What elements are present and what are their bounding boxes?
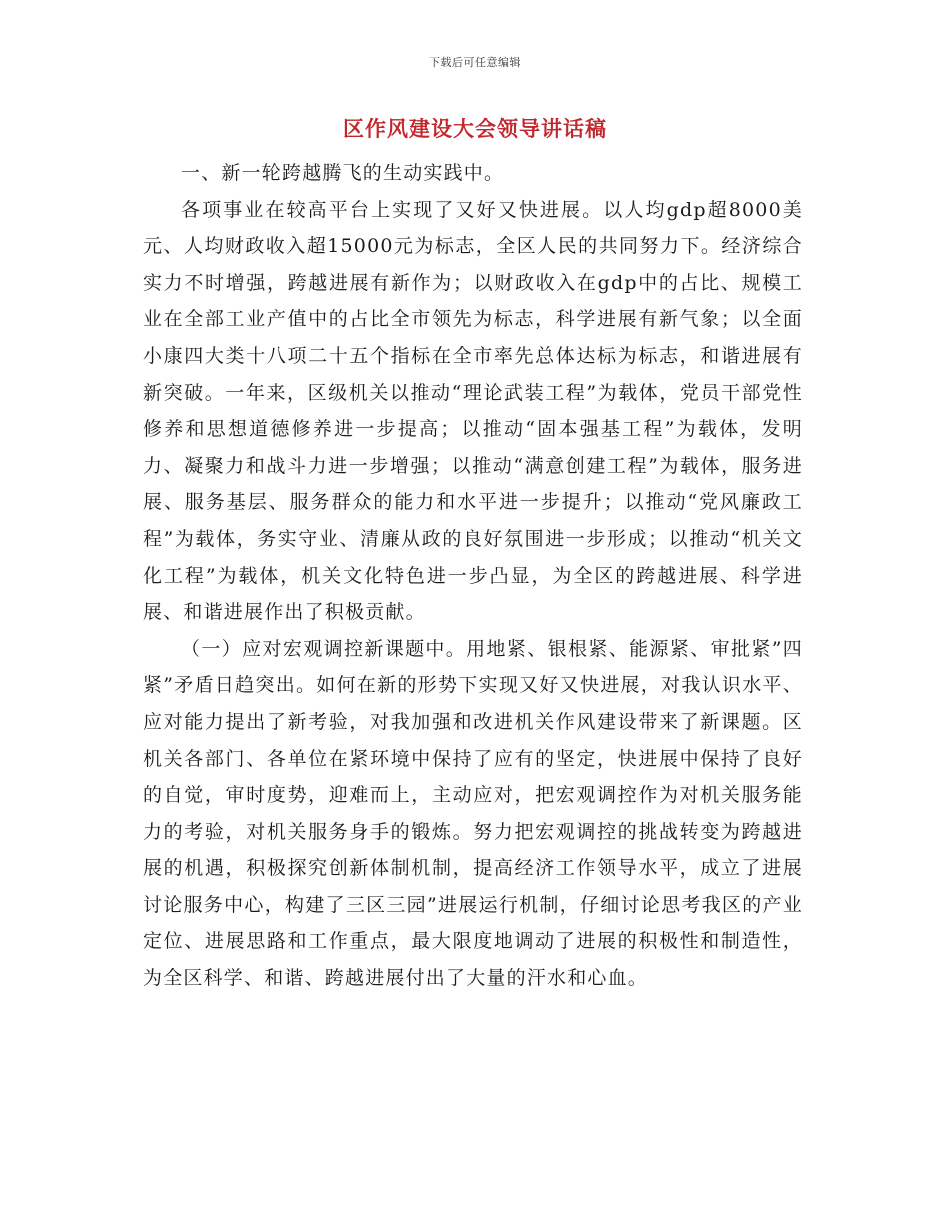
- paragraph: （一）应对宏观调控新课题中。用地紧、银根紧、能源紧、审批紧”四紧”矛盾日趋突出。如何在新的形势下实现又好又快进展，对我认识水平、应对能力提出了新考验，对我加强和改进机关作风建设带来了新课题。区机关各部门、各单位在紧环境中保持了应有的坚定，快进展中保持了良好的自觉，审时度势，迎难而上，主动应对，把宏观调控作为对机关服务能力的考验，对机关服务身手的锻炼。努力把宏观调控的挑战转变为跨越进展的机遇，积极探究创新体制机制，提高经济工作领导水平，成立了进展讨论服务中心，构建了三区三园”进展运行机制，仔细讨论思考我区的产业定位、进展思路和工作重点，最大限度地调动了进展的积极性和制造性，为全区科学、和谐、跨越进展付出了大量的汗水和心血。: [143, 637, 803, 990]
- document-title: 区作风建设大会领导讲话稿: [343, 116, 607, 141]
- section-heading: 一、新一轮跨越腾飞的生动实践中。: [181, 162, 505, 184]
- header-note: 下载后可任意编辑: [429, 56, 521, 69]
- document-body: [143, 155, 803, 997]
- paragraph: 各项事业在较高平台上实现了又好又快进展。以人均gdp超8000美元、人均财政收入超15000元为标志，全区人民的共同努力下。经济综合实力不时增强，跨越进展有新作为；以财政收入在gdp中的占比、规模工业在全部工业产值中的占比全市领先为标志，科学进展有新气象；以全面小康四大类十八项二十五个指标在全市率先总体达标为标志，和谐进展有新突破。一年来，区级机关以推动“理论武装工程”为载体，党员干部党性修养和思想道德修养进一步提高；以推动“固本强基工程”为载体，发明力、凝聚力和战斗力进一步增强；以推动“满意创建工程”为载体，服务进展、服务基层、服务群众的能力和水平进一步提升；以推动“党风廉政工程”为载体，务实守业、清廉从政的良好氛围进一步形成；以推动“机关文化工程”为载体，机关文化特色进一步凸显，为全区的跨越进展、科学进展、和谐进展作出了积极贡献。: [143, 198, 803, 624]
